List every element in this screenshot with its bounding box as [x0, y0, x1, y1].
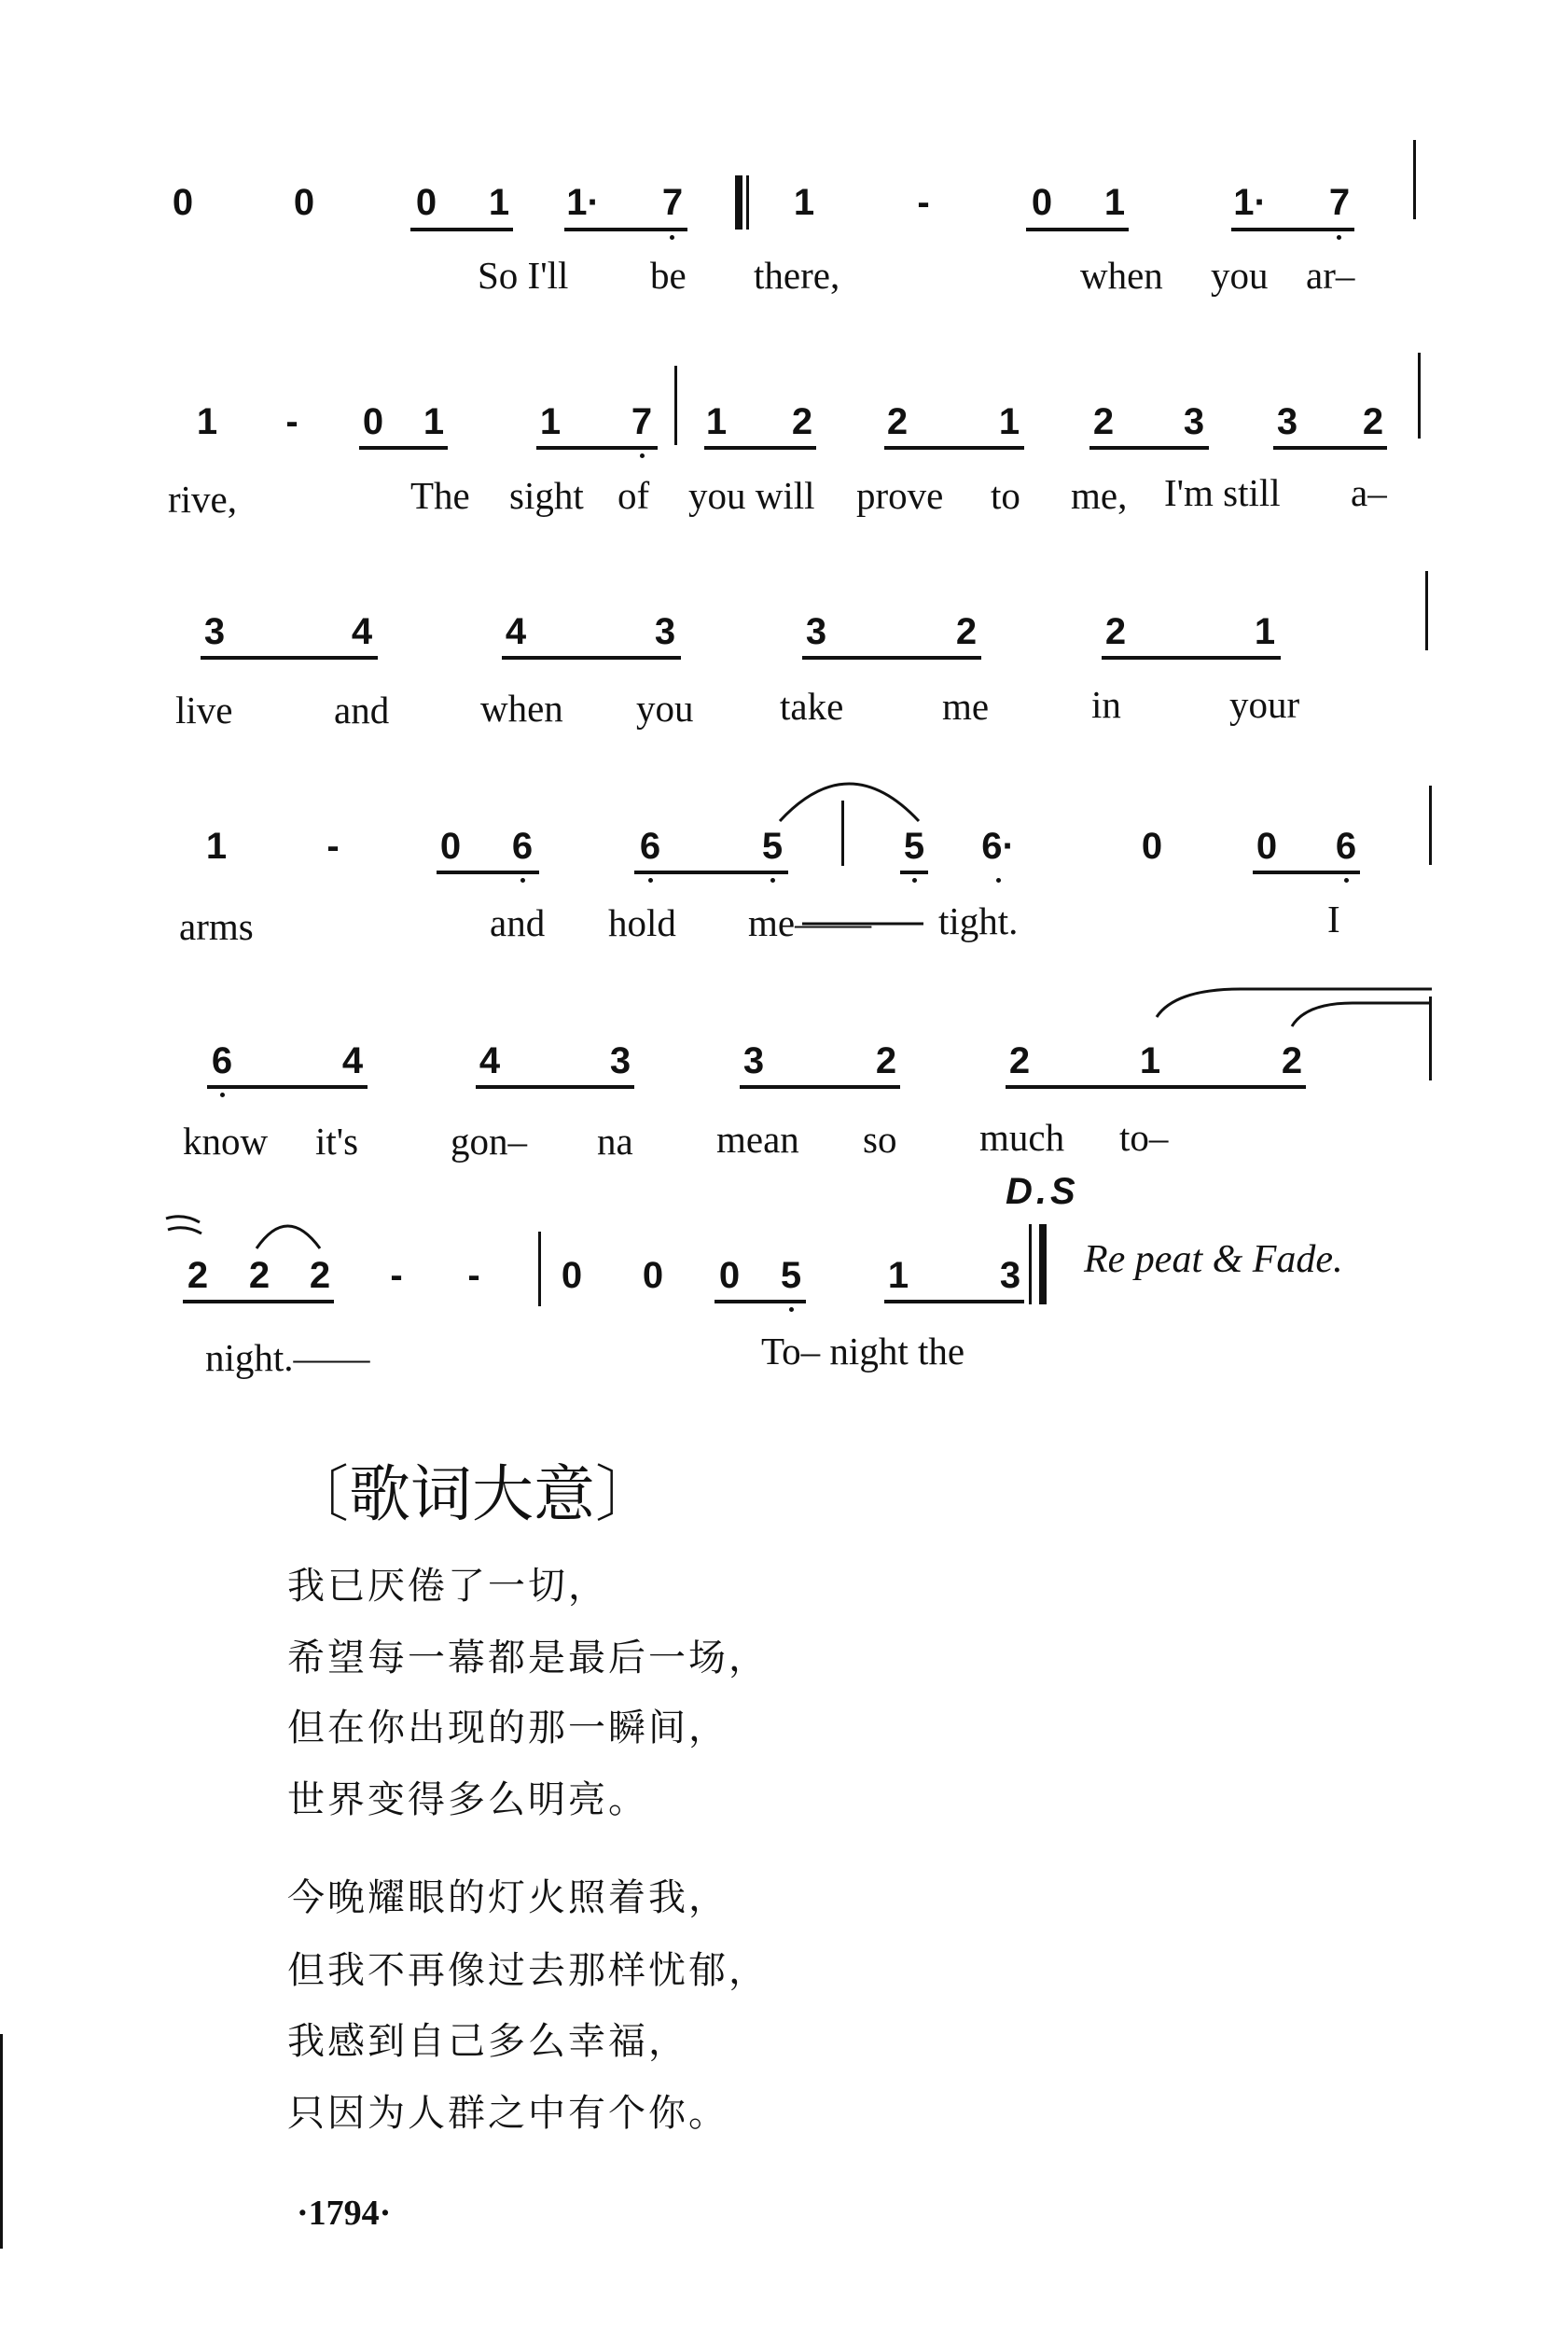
note: 2: [1008, 1040, 1031, 1081]
lyric: me——: [748, 901, 872, 944]
note: 2: [187, 1255, 209, 1296]
note: 3: [805, 611, 827, 652]
lyric: a–: [1351, 471, 1387, 514]
note: 6: [639, 826, 661, 867]
note: 0: [439, 826, 462, 867]
lyric: me: [942, 685, 990, 728]
lyric: I: [1327, 898, 1340, 941]
lyric: So I'll: [478, 254, 569, 297]
note: 2: [248, 1255, 271, 1296]
lyric: to: [991, 474, 1020, 517]
lyric: prove: [856, 474, 944, 517]
note: 0: [172, 182, 194, 223]
lyric: when: [1080, 254, 1163, 297]
note: 2: [791, 401, 813, 442]
lyric: gon–: [451, 1120, 527, 1163]
note: 1: [1254, 611, 1276, 652]
lyric: na: [597, 1120, 633, 1163]
lyric: night.——: [205, 1336, 370, 1379]
slur: [780, 784, 919, 821]
lyric: so: [863, 1118, 897, 1161]
note: 5: [780, 1255, 802, 1296]
lyric: and: [490, 901, 546, 944]
lyric: when: [480, 687, 563, 730]
lyric: mean: [716, 1118, 799, 1161]
note: 6: [1335, 826, 1357, 867]
note: 2: [1362, 401, 1384, 442]
note: 1: [539, 401, 562, 442]
lyric: hold: [608, 901, 676, 944]
note: 0: [415, 182, 437, 223]
slur: [257, 1226, 320, 1248]
lyric: To– night the: [761, 1330, 965, 1373]
note: 1: [705, 401, 728, 442]
note: 5: [903, 826, 925, 867]
note: 2: [1104, 611, 1127, 652]
lyric: and: [334, 689, 390, 732]
note: 3: [1276, 401, 1298, 442]
note: 2: [955, 611, 978, 652]
lyric: I'm still: [1164, 471, 1281, 514]
note: 3: [1183, 401, 1205, 442]
lyric: sight: [509, 474, 584, 517]
note: 0: [1256, 826, 1278, 867]
lyric: there,: [754, 254, 840, 297]
note: 1: [488, 182, 510, 223]
repeat-fade-instruction: Re peat & Fade.: [1084, 1238, 1343, 1281]
note: 0: [293, 182, 315, 223]
lyric: The: [410, 474, 470, 517]
note: 1·: [566, 182, 600, 223]
lyric: arms: [179, 905, 254, 948]
lyric: it's: [315, 1120, 359, 1163]
slur: [1292, 1003, 1432, 1026]
note: -: [285, 401, 298, 442]
note: 1: [887, 1255, 909, 1296]
lyric: you: [636, 687, 694, 730]
translation-heading: 〔歌词大意〕: [287, 1458, 657, 1530]
note: 3: [203, 611, 226, 652]
note: -: [326, 826, 340, 867]
note: 1: [793, 182, 815, 223]
note: 0: [642, 1255, 664, 1296]
note: 6·: [981, 826, 1015, 867]
lyric: you: [1211, 254, 1269, 297]
page-edge-line: [0, 2034, 3, 2249]
note: 4: [505, 611, 527, 652]
note: 2: [309, 1255, 331, 1296]
note: -: [467, 1255, 480, 1296]
note: 2: [1092, 401, 1115, 442]
note: 1: [196, 401, 218, 442]
lyric: your: [1229, 683, 1300, 726]
translation-line: 但在你出现的那一瞬间，: [287, 1707, 728, 1749]
translation-line: 只因为人群之中有个你。: [287, 2092, 728, 2135]
translation-line: 我已厌倦了一切，: [287, 1565, 608, 1608]
note: 2: [886, 401, 909, 442]
note: 3: [654, 611, 676, 652]
note: 0: [362, 401, 384, 442]
note: 0: [561, 1255, 583, 1296]
ds-marking: D.S: [1006, 1171, 1079, 1212]
lyric: live: [175, 689, 233, 732]
note: 7: [631, 401, 653, 442]
lyric: ar–: [1306, 254, 1355, 297]
note: -: [390, 1255, 403, 1296]
lyric: of: [617, 474, 650, 517]
lyric: tight.: [938, 899, 1019, 942]
note: 0: [1031, 182, 1053, 223]
note: 2: [875, 1040, 897, 1081]
note: 1: [205, 826, 228, 867]
lyric: know: [183, 1120, 269, 1163]
note: 3: [609, 1040, 631, 1081]
lyric: be: [650, 254, 687, 297]
note: 6: [211, 1040, 233, 1081]
note: 5: [761, 826, 784, 867]
lyric: to–: [1119, 1116, 1169, 1159]
note: 3: [999, 1255, 1021, 1296]
note: 0: [718, 1255, 741, 1296]
breath-mark: [166, 1217, 201, 1233]
lyric: you will: [688, 474, 815, 517]
note: 4: [351, 611, 373, 652]
page-number: ·1794·: [297, 2194, 392, 2233]
note: -: [917, 182, 930, 223]
lyric: in: [1091, 683, 1121, 726]
translation-line: 今晚耀眼的灯火照着我，: [287, 1876, 728, 1919]
note: 3: [742, 1040, 765, 1081]
note: 1·: [1233, 182, 1267, 223]
note: 4: [479, 1040, 501, 1081]
note: 4: [341, 1040, 364, 1081]
note: 2: [1281, 1040, 1303, 1081]
lyric: take: [780, 685, 844, 728]
note: 7: [1328, 182, 1351, 223]
note: 6: [511, 826, 534, 867]
translation-line: 希望每一幕都是最后一场，: [287, 1637, 769, 1679]
translation-line: 我感到自己多么幸福，: [287, 2020, 688, 2063]
lyric: much: [979, 1116, 1065, 1159]
note: 1: [1103, 182, 1126, 223]
translation-line: 世界变得多么明亮。: [287, 1778, 648, 1821]
lyric: me,: [1071, 474, 1128, 517]
note: 7: [661, 182, 684, 223]
lyric: rive,: [168, 478, 237, 521]
note: 1: [998, 401, 1020, 442]
note: 1: [1139, 1040, 1161, 1081]
translation-line: 但我不再像过去那样忧郁，: [287, 1949, 769, 1992]
note: 0: [1141, 826, 1163, 867]
note: 1: [423, 401, 445, 442]
